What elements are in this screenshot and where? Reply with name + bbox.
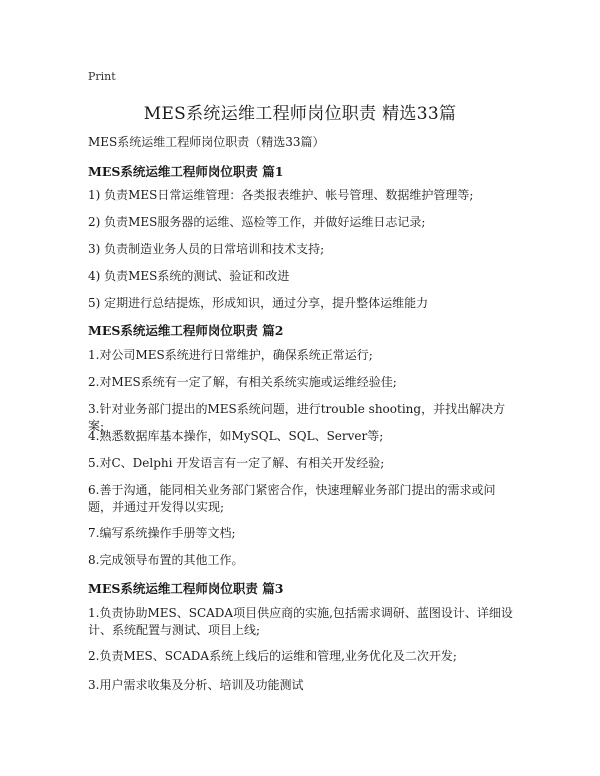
section-heading-3: MES系统运维工程师岗位职责 篇3 xyxy=(88,581,284,596)
list-item: 4.熟悉数据库基本操作，如MySQL、SQL、Server等; xyxy=(88,429,384,443)
section-heading-1: MES系统运维工程师岗位职责 篇1 xyxy=(88,164,284,179)
page-title: MES系统运维工程师岗位职责 精选33篇 xyxy=(143,104,457,124)
list-item: 1.负责协助MES、SCADA项目供应商的实施,包括需求调研、蓝图设计、详细设计、系统配置与测试、项目上线; xyxy=(88,606,513,637)
print-label[interactable]: Print xyxy=(88,70,116,83)
document-subtitle: MES系统运维工程师岗位职责（精选33篇） xyxy=(88,135,325,149)
list-item: 1.对公司MES系统进行日常维护，确保系统正常运行; xyxy=(88,348,373,362)
list-item: 7.编写系统操作手册等文档; xyxy=(88,526,236,540)
list-item: 6.善于沟通，能同相关业务部门紧密合作，快速理解业务部门提出的需求或问题，并通过开发得以实现; xyxy=(88,483,496,514)
list-item: 2.负责MES、SCADA系统上线后的运维和管理,业务优化及二次开发; xyxy=(88,649,457,663)
section-heading-2: MES系统运维工程师岗位职责 篇2 xyxy=(88,323,284,338)
list-item: 5) 定期进行总结提炼，形成知识，通过分享，提升整体运维能力 xyxy=(88,296,429,310)
list-item: 4) 负责MES系统的测试、验证和改进 xyxy=(88,269,290,283)
list-item: 2) 负责MES服务器的运维、巡检等工作，并做好运维日志记录; xyxy=(88,215,426,229)
list-item: 1) 负责MES日常运维管理：各类报表维护、帐号管理、数据维护管理等; xyxy=(88,188,474,202)
list-item: 5.对C、Delphi 开发语言有一定了解、有相关开发经验; xyxy=(88,456,385,470)
list-item: 3.用户需求收集及分析、培训及功能测试 xyxy=(88,678,304,692)
list-item: 8.完成领导布置的其他工作。 xyxy=(88,553,244,567)
list-item: 3.针对业务部门提出的MES系统问题，进行trouble shooting，并找出解决方案; xyxy=(88,402,506,433)
list-item: 2.对MES系统有一定了解，有相关系统实施或运维经验佳; xyxy=(88,375,397,389)
list-item: 3) 负责制造业务人员的日常培训和技术支持; xyxy=(88,242,325,256)
